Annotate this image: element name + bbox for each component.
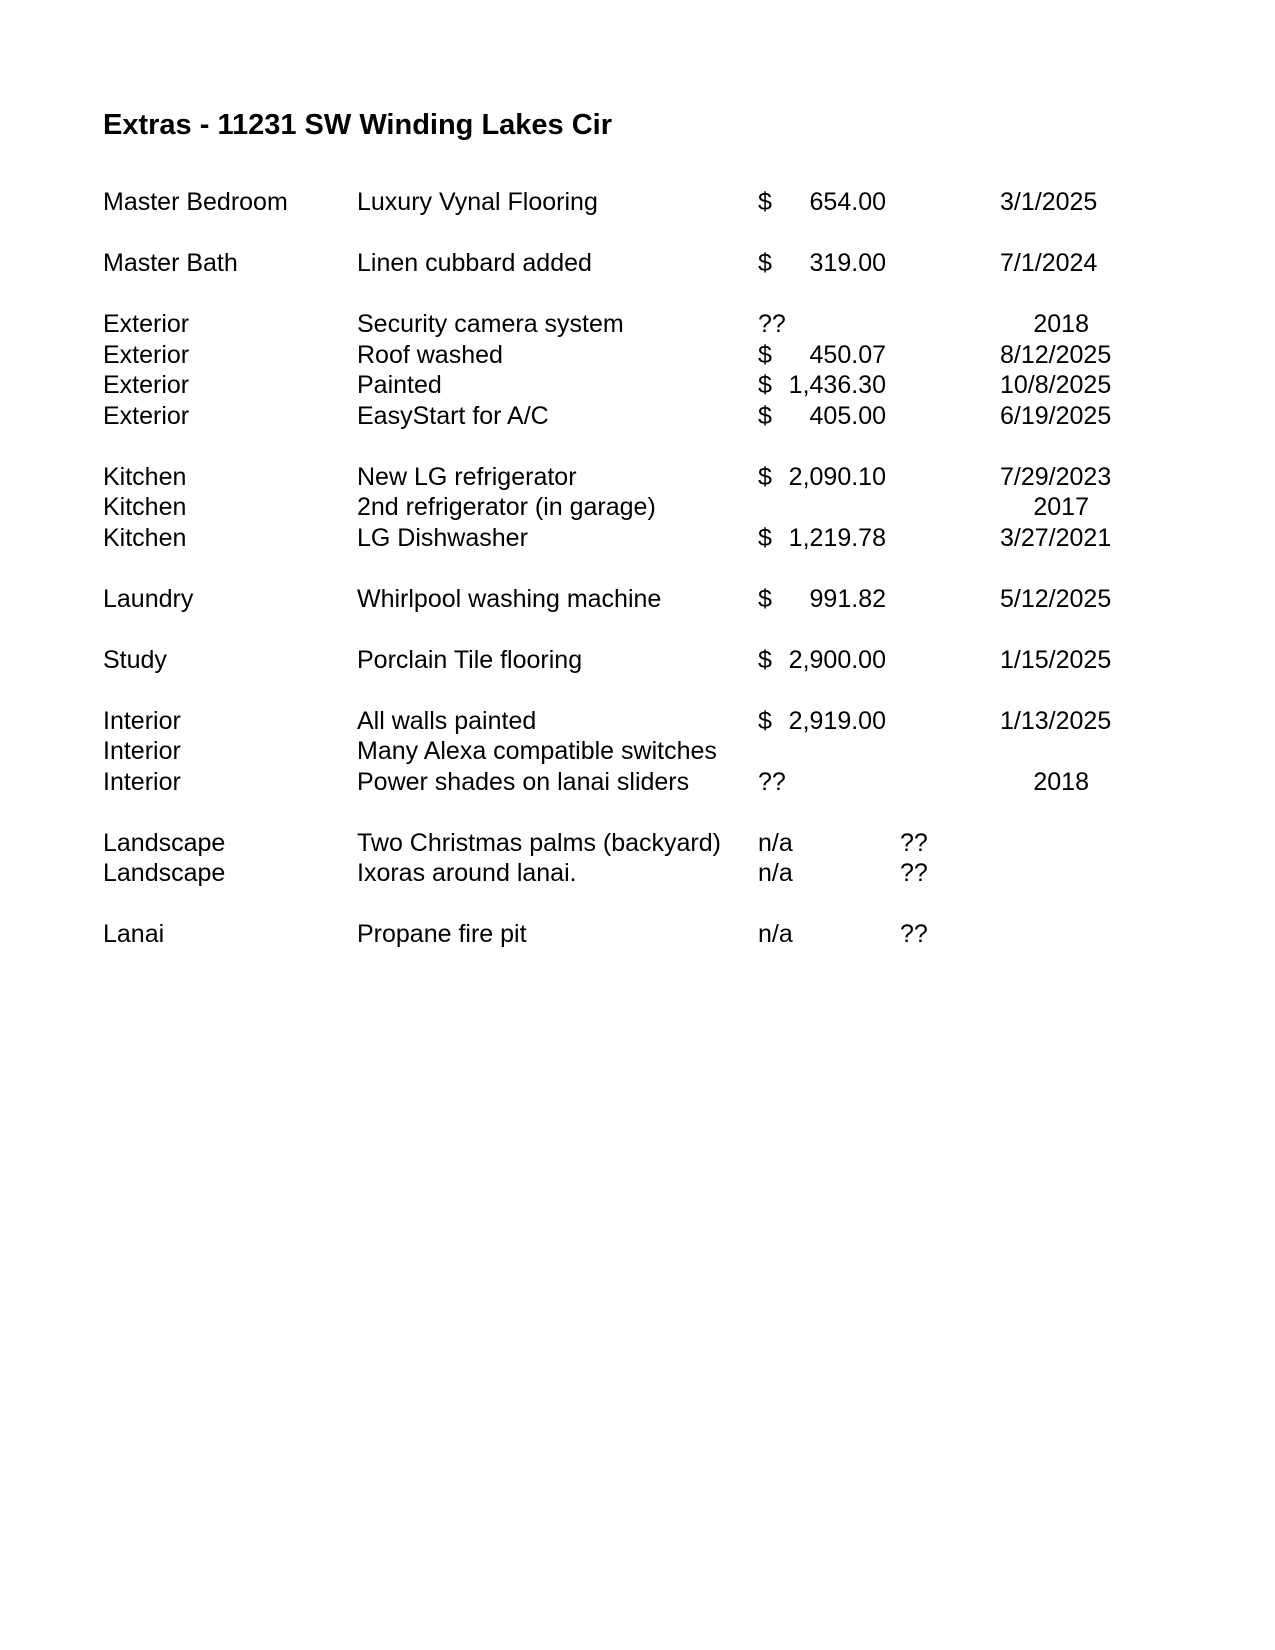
currency-symbol: $: [758, 584, 772, 613]
table-row-blank: [103, 553, 1089, 584]
price-text: n/a: [758, 859, 793, 887]
room-cell: Kitchen: [103, 462, 187, 491]
date-cell: 1/13/2025: [1000, 706, 1112, 735]
table-row-blank: [103, 797, 1089, 828]
currency-symbol: $: [758, 249, 772, 277]
price-cell: [758, 340, 886, 371]
note-cell: [886, 492, 1000, 523]
price-cell: [758, 919, 886, 950]
date-cell: 1/15/2025: [1000, 645, 1112, 674]
table-row-blank: [103, 889, 1089, 920]
item-cell: New LG refrigerator: [357, 462, 577, 491]
item-cell: Power shades on lanai sliders: [357, 767, 690, 796]
room-cell: Exterior: [103, 401, 190, 430]
item-cell: Whirlpool washing machine: [357, 584, 662, 613]
date-cell: [1000, 828, 1089, 859]
table-row: [103, 736, 1089, 767]
table-row: [103, 492, 1089, 523]
price-cell: [758, 645, 886, 676]
item-cell: Ixoras around lanai.: [357, 859, 577, 887]
price-cell: [758, 767, 886, 798]
date-cell: [1000, 858, 1089, 889]
room-cell: Interior: [103, 767, 181, 796]
room-cell: Kitchen: [103, 523, 187, 552]
note-cell: ??: [900, 828, 928, 857]
price-cell: [758, 370, 886, 401]
item-cell: Propane fire pit: [357, 920, 527, 948]
date-cell: 7/29/2023: [1000, 462, 1112, 491]
currency-symbol: $: [758, 371, 772, 399]
price-cell: [758, 523, 886, 554]
table-row: [103, 523, 1112, 554]
item-cell: Porclain Tile flooring: [357, 645, 583, 674]
table-row-blank: [103, 431, 1089, 462]
item-cell: Luxury Vynal Flooring: [357, 188, 598, 216]
date-cell: 8/12/2025: [1000, 340, 1112, 369]
note-cell: [886, 584, 1000, 615]
table-row: [103, 370, 1112, 401]
room-cell: Interior: [103, 737, 181, 765]
date-cell: 6/19/2025: [1000, 401, 1112, 430]
date-cell: 2018: [1033, 767, 1089, 796]
note-cell: [886, 462, 1000, 493]
page-title: Extras - 11231 SW Winding Lakes Cir: [103, 109, 613, 141]
table-row-blank: [103, 614, 1089, 645]
price-cell: [758, 462, 886, 493]
currency-symbol: $: [758, 645, 772, 674]
table-row: [103, 340, 1112, 371]
price-amount: 2,090.10: [788, 462, 886, 491]
note-cell: ??: [900, 859, 928, 887]
price-cell: [758, 492, 886, 523]
currency-symbol: $: [758, 523, 772, 552]
price-cell: [758, 736, 886, 767]
table-row: [103, 309, 1089, 340]
room-cell: Lanai: [103, 920, 165, 948]
price-cell: [758, 187, 886, 218]
date-cell: 2018: [1033, 310, 1089, 338]
table-row: [103, 462, 1112, 493]
note-cell: [886, 401, 1000, 432]
note-cell: [886, 523, 1000, 554]
table-row: [103, 248, 1098, 279]
date-cell: [1000, 919, 1089, 950]
note-cell: [886, 309, 1000, 340]
price-text: ??: [758, 310, 786, 338]
table-row-blank: [103, 218, 1089, 249]
room-cell: Master Bath: [103, 249, 238, 277]
price-cell: [758, 858, 886, 889]
table-row-blank: [103, 279, 1089, 310]
price-amount: 319.00: [809, 249, 886, 277]
item-cell: Two Christmas palms (backyard): [357, 828, 721, 857]
note-cell: ??: [900, 920, 928, 948]
item-cell: LG Dishwasher: [357, 523, 528, 552]
room-cell: Landscape: [103, 859, 226, 887]
price-cell: [758, 401, 886, 432]
item-cell: Many Alexa compatible switches: [357, 737, 717, 765]
currency-symbol: $: [758, 340, 772, 369]
room-cell: Exterior: [103, 310, 190, 338]
price-text: ??: [758, 767, 786, 796]
item-cell: All walls painted: [357, 706, 537, 735]
room-cell: Exterior: [103, 371, 190, 399]
room-cell: Laundry: [103, 584, 194, 613]
date-cell: 7/1/2024: [1000, 249, 1098, 277]
note-cell: [886, 736, 1000, 767]
price-amount: 1,219.78: [788, 523, 886, 552]
currency-symbol: $: [758, 706, 772, 735]
price-cell: [758, 706, 886, 737]
price-text: n/a: [758, 828, 793, 857]
date-cell: 5/12/2025: [1000, 584, 1112, 613]
table-row: [103, 645, 1112, 676]
note-cell: [886, 706, 1000, 737]
room-cell: Kitchen: [103, 493, 187, 521]
table-row: [103, 828, 1089, 859]
date-cell: 10/8/2025: [1000, 371, 1112, 399]
table-row: [103, 401, 1112, 432]
table-row: [103, 187, 1098, 218]
table-row: [103, 858, 1089, 889]
extras-table: [103, 187, 1112, 950]
room-cell: Study: [103, 645, 167, 674]
table-row: [103, 706, 1112, 737]
item-cell: Linen cubbard added: [357, 249, 592, 277]
table-row: [103, 767, 1089, 798]
item-cell: Painted: [357, 371, 442, 399]
room-cell: Landscape: [103, 828, 226, 857]
room-cell: Exterior: [103, 340, 190, 369]
date-cell: 2017: [1033, 493, 1089, 521]
price-amount: 450.07: [809, 340, 886, 369]
table-row-blank: [103, 675, 1089, 706]
room-cell: Interior: [103, 706, 181, 735]
price-amount: 405.00: [809, 401, 886, 430]
price-cell: [758, 309, 886, 340]
item-cell: 2nd refrigerator (in garage): [357, 493, 656, 521]
table-row: [103, 919, 1089, 950]
table-row: [103, 584, 1112, 615]
item-cell: Security camera system: [357, 310, 624, 338]
item-cell: Roof washed: [357, 340, 503, 369]
note-cell: [886, 340, 1000, 371]
price-amount: 2,900.00: [788, 645, 886, 674]
date-cell: 3/1/2025: [1000, 188, 1098, 216]
note-cell: [886, 187, 1000, 218]
note-cell: [886, 370, 1000, 401]
price-cell: [758, 828, 886, 859]
note-cell: [886, 248, 1000, 279]
price-cell: [758, 584, 886, 615]
price-amount: 1,436.30: [788, 371, 886, 399]
price-amount: 654.00: [809, 188, 886, 216]
note-cell: [886, 767, 1000, 798]
currency-symbol: $: [758, 401, 772, 430]
note-cell: [886, 645, 1000, 676]
price-amount: 2,919.00: [788, 706, 886, 735]
item-cell: EasyStart for A/C: [357, 401, 549, 430]
currency-symbol: $: [758, 462, 772, 491]
price-text: n/a: [758, 920, 793, 948]
price-cell: [758, 248, 886, 279]
currency-symbol: $: [758, 188, 772, 216]
date-cell: [1000, 736, 1089, 767]
room-cell: Master Bedroom: [103, 188, 288, 216]
price-amount: 991.82: [809, 584, 886, 613]
date-cell: 3/27/2021: [1000, 523, 1112, 552]
